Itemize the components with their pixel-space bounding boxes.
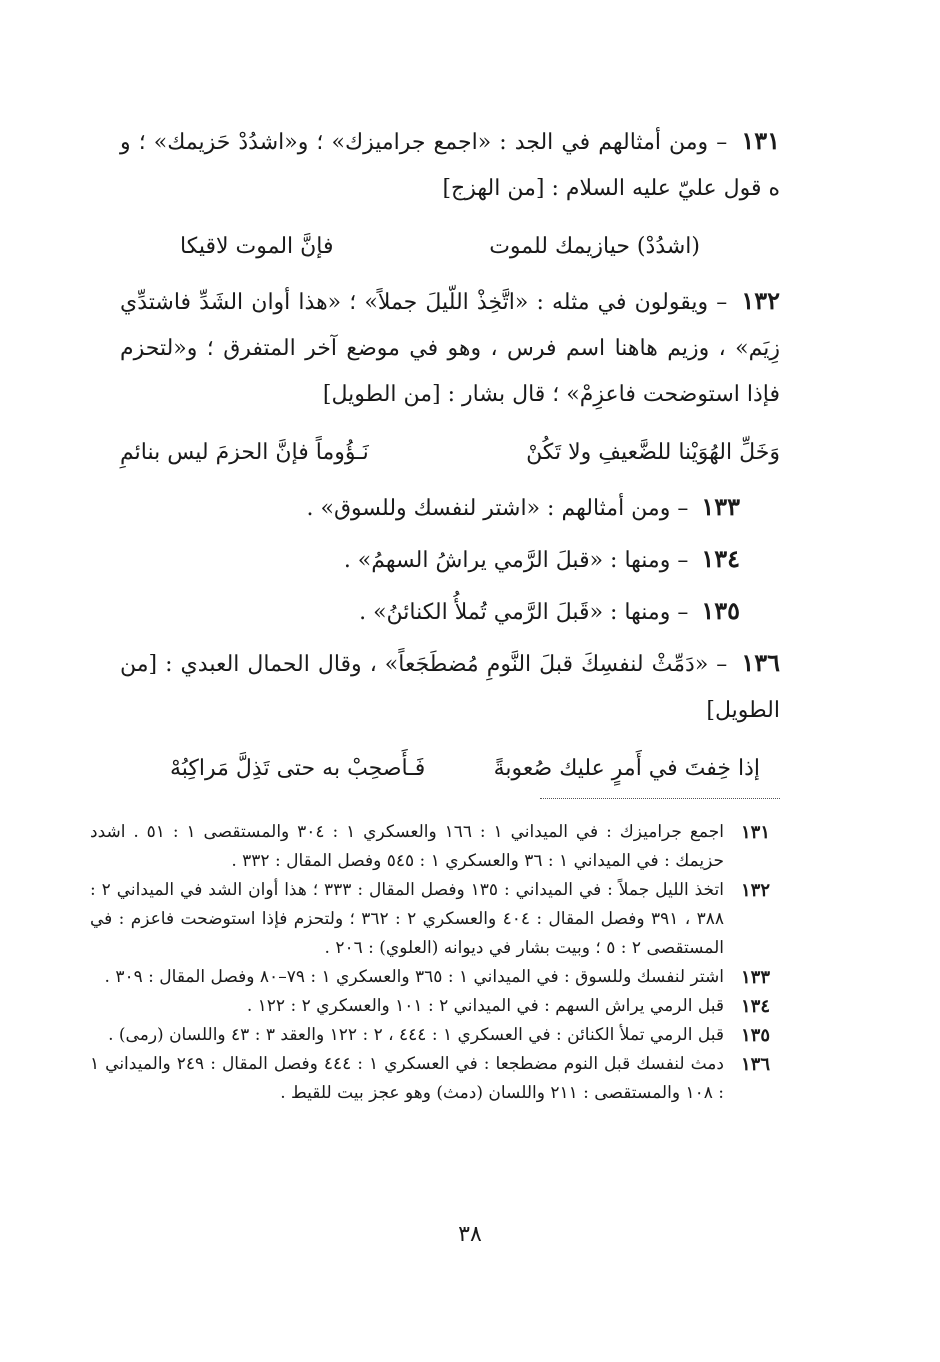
footnote	[90, 1021, 770, 1050]
paragraph-134	[120, 536, 780, 584]
paragraph-133	[120, 484, 780, 532]
main-text	[120, 118, 780, 800]
footnote-number: ١٣٦	[740, 1054, 770, 1075]
paragraph-131	[120, 118, 780, 212]
footnote	[90, 1050, 770, 1108]
footnote-number: ١٣٣	[740, 967, 770, 988]
footnote-number: ١٣٤	[740, 996, 770, 1017]
footnote-divider	[540, 798, 780, 799]
footnote-text: دمث لنفسك قبل النوم مضطجعا : في العسكري ١ : ٤٤٤ وفصل المقال : ٢٤٩ والميداني ١ : ١٠٨ والمستقصى : ٢١١ واللسان (دمث) وهو عجز بيت للقيط .	[90, 1054, 724, 1103]
footnote-text: اشتر لنفسك وللسوق : في الميداني ١ : ٣٦٥ والعسكري ١ : ٧٩–٨٠ وفصل المقال : ٣٠٩ .	[104, 967, 724, 987]
footnotes	[90, 818, 770, 1108]
verse-second-hemistich: فإنَّ الموت لاقيكا	[180, 234, 334, 259]
footnote-number: ١٣١	[740, 822, 770, 843]
paragraph-text: – ومن أمثالهم في الجد : «اجمع جراميزك» ؛ و«اشدُدْ حَزيمك» ؛ و ه قول عليّ عليه السلام : [من الهزج]	[120, 130, 780, 201]
paragraph-number: ١٣٥	[701, 596, 740, 625]
paragraph-132	[120, 278, 780, 418]
verse-line	[120, 224, 780, 270]
footnote-text: قبل الرمي تملأ الكنائن : في العسكري ١ : ٤٤٤ ، ٢ : ١٢٢ والعقد ٣ : ٤٣ واللسان (رمى) .	[108, 1025, 724, 1045]
paragraph-number: ١٣١	[741, 126, 780, 155]
paragraph-text: – ومنها : «قَبلَ الرَّمي تُملأُ الكنائنُ» .	[359, 600, 689, 625]
paragraph-number: ١٣٢	[741, 286, 780, 315]
page-number: ٣٨	[458, 1222, 482, 1247]
footnote-text: اتخذ الليل جملاً : في الميداني : ١٣٥ وفصل المقال : ٣٣٣ ؛ هذا أوان الشد في الميداني ٢ : ٣٨٨ ، ٣٩١ وفصل المقال : ٤٠٤ والعسكري ٢ : ٣٦٢ ؛ ولتحزم فإذا استوضحت فاعزم : في المستقصى ٢ : ٥ ؛ وبيت بشار في ديوانه (العلوي) : ٢٠٦ .	[90, 880, 724, 958]
paragraph-text: – ويقولون في مثله : «اتَّخِذْ اللّيلَ جملاً» ؛ «هذا أوان الشَدِّ فاشتدِّي زِيَم» ، وزيم هاهنا اسم فرس ، وهو في موضع آخر المتفرق ؛ و«لتحزم فإذا استوضحت فاعزِمْ» ؛ قال بشار : [من الطويل]	[120, 290, 780, 407]
footnote	[90, 818, 770, 876]
verse-first-hemistich: إذا خِفتَ في أَمرٍ عليك صُعوبةً	[493, 756, 760, 781]
verse-first-hemistich: (اشدُدْ) حيازيمك للموت	[489, 234, 700, 259]
verse-second-hemistich: فَـأَصحِبْ به حتى تَذِلَّ مَراكِبُهْ	[170, 756, 426, 781]
paragraph-136	[120, 640, 780, 734]
footnote	[90, 963, 770, 992]
footnote-number: ١٣٢	[740, 880, 770, 901]
paragraph-number: ١٣٤	[701, 544, 740, 573]
footnote-number: ١٣٥	[740, 1025, 770, 1046]
verse-first-hemistich: وَخَلِّ الهُوَيْنا للضَّعيفِ ولا تَكُنْ	[526, 440, 780, 465]
paragraph-text: – ومنها : «قبلَ الرَّمي يراشُ السهمُ» .	[343, 548, 689, 573]
verse-line	[120, 746, 780, 792]
footnote-text: قبل الرمي يراش السهم : في الميداني ٢ : ١٠١ والعسكري ٢ : ١٢٢ .	[246, 996, 724, 1016]
verse-line	[120, 430, 780, 476]
footnote	[90, 992, 770, 1021]
verse-second-hemistich: نَـؤُوماً فإنَّ الحزمَ ليس بنائمِ	[120, 440, 369, 465]
paragraph-text: – ومن أمثالهم : «اشتر لنفسك وللسوق» .	[306, 496, 689, 521]
paragraph-135	[120, 588, 780, 636]
footnote	[90, 876, 770, 963]
paragraph-number: ١٣٦	[741, 648, 780, 677]
paragraph-number: ١٣٣	[701, 492, 740, 521]
paragraph-text: – «دَمِّثْ لنفسِكَ قبلَ النَّومِ مُضطَجَعاً» ، وقال الحمال العبدي : [من الطويل]	[120, 652, 780, 723]
footnote-text: اجمع جراميزك : في الميداني ١ : ١٦٦ والعسكري ١ : ٣٠٤ والمستقصى ١ : ٥١ . اشدد حزيمك : في الميداني ١ : ٣٦ والعسكري ١ : ٥٤٥ وفصل المقال : ٣٣٢ .	[90, 822, 724, 871]
